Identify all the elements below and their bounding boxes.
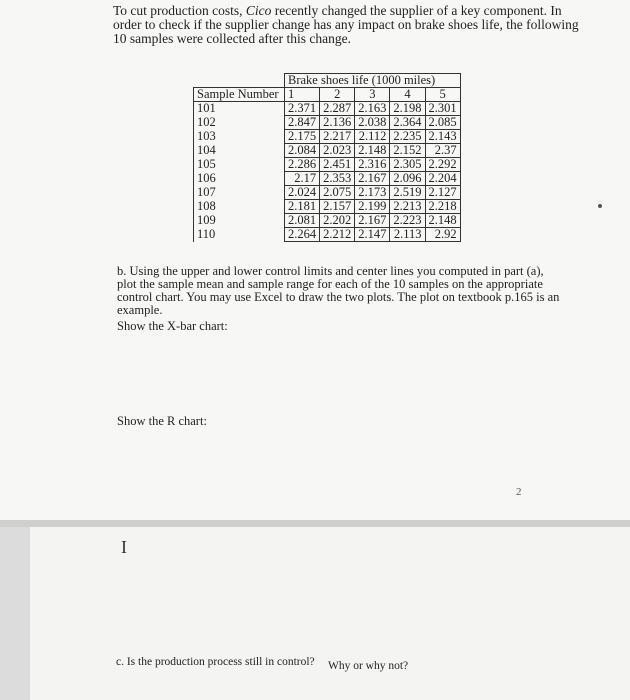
sample-number-header: Sample Number	[194, 88, 285, 102]
value-cell: 2.113	[390, 228, 425, 242]
sample-number-cell: 106	[194, 172, 285, 186]
value-cell: 2.038	[355, 116, 390, 130]
value-cell: 2.217	[320, 130, 355, 144]
value-cell: 2.085	[425, 116, 460, 130]
table-row	[194, 228, 461, 242]
page-number: 2	[516, 486, 522, 498]
value-cell: 2.202	[320, 214, 355, 228]
value-cell: 2.235	[390, 130, 425, 144]
value-cell: 2.37	[425, 144, 460, 158]
table-title: Brake shoes life (1000 miles)	[285, 74, 461, 88]
column-header: 3	[355, 88, 390, 102]
part-c-question: c. Is the production process still in control?	[116, 656, 315, 668]
table-row	[194, 186, 461, 200]
value-cell: 2.17	[285, 172, 320, 186]
value-cell: 2.199	[355, 200, 390, 214]
table-row	[194, 172, 461, 186]
page-gap	[0, 520, 630, 527]
value-cell: 2.287	[320, 102, 355, 116]
value-cell: 2.264	[285, 228, 320, 242]
sample-number-cell: 109	[194, 214, 285, 228]
value-cell: 2.081	[285, 214, 320, 228]
value-cell: 2.084	[285, 144, 320, 158]
value-cell: 2.223	[390, 214, 425, 228]
value-cell: 2.92	[425, 228, 460, 242]
value-cell: 2.316	[355, 158, 390, 172]
value-cell: 2.181	[285, 200, 320, 214]
value-cell: 2.157	[320, 200, 355, 214]
table-row	[194, 200, 461, 214]
table-row	[194, 144, 461, 158]
value-cell: 2.136	[320, 116, 355, 130]
company-name: Cico	[245, 3, 272, 18]
value-cell: 2.204	[425, 172, 460, 186]
value-cell: 2.213	[390, 200, 425, 214]
value-cell: 2.286	[285, 158, 320, 172]
value-cell: 2.371	[285, 102, 320, 116]
column-header: 1	[285, 88, 320, 102]
value-cell: 2.096	[390, 172, 425, 186]
sample-number-cell: 103	[194, 130, 285, 144]
intro-text-end: recently changed the supplier of a key component. In order to check if the supplier change has any impact on brake shoes life, the following 10 samples were collected after this change.	[113, 3, 579, 46]
value-cell: 2.112	[355, 130, 390, 144]
value-cell: 2.167	[355, 172, 390, 186]
intro-text-start: To cut production costs,	[113, 3, 243, 18]
value-cell: 2.353	[320, 172, 355, 186]
value-cell: 2.519	[390, 186, 425, 200]
value-cell: 2.148	[425, 214, 460, 228]
value-cell: 2.143	[425, 130, 460, 144]
value-cell: 2.305	[390, 158, 425, 172]
why-question: Why or why not?	[328, 660, 409, 672]
table-body	[194, 102, 461, 242]
value-cell: 2.167	[355, 214, 390, 228]
value-cell: 2.024	[285, 186, 320, 200]
value-cell: 2.198	[390, 102, 425, 116]
value-cell: 2.173	[355, 186, 390, 200]
value-cell: 2.847	[285, 116, 320, 130]
value-cell: 2.175	[285, 130, 320, 144]
sample-number-cell: 105	[194, 158, 285, 172]
column-header: 2	[320, 88, 355, 102]
stray-mark	[598, 204, 602, 208]
table-title-row	[194, 74, 461, 88]
column-header: 4	[390, 88, 425, 102]
value-cell: 2.127	[425, 186, 460, 200]
text-cursor-icon: I	[121, 537, 127, 557]
sample-number-cell: 102	[194, 116, 285, 130]
xbar-chart-label: Show the X-bar chart:	[117, 319, 228, 333]
value-cell: 2.075	[320, 186, 355, 200]
sample-number-cell: 104	[194, 144, 285, 158]
brake-shoes-table	[193, 73, 461, 242]
table-row	[194, 116, 461, 130]
sample-number-cell: 101	[194, 102, 285, 116]
value-cell: 2.301	[425, 102, 460, 116]
value-cell: 2.451	[320, 158, 355, 172]
table-row	[194, 102, 461, 116]
table-header-row	[194, 88, 461, 102]
sample-number-cell: 107	[194, 186, 285, 200]
value-cell: 2.292	[425, 158, 460, 172]
column-header: 5	[425, 88, 460, 102]
next-page	[30, 527, 630, 700]
value-cell: 2.152	[390, 144, 425, 158]
value-cell: 2.218	[425, 200, 460, 214]
value-cell: 2.023	[320, 144, 355, 158]
table-row	[194, 130, 461, 144]
sample-number-cell: 110	[194, 228, 285, 242]
value-cell: 2.364	[390, 116, 425, 130]
problem-intro	[113, 4, 583, 46]
table-row	[194, 158, 461, 172]
r-chart-label: Show the R chart:	[117, 414, 207, 428]
value-cell: 2.147	[355, 228, 390, 242]
sample-number-cell: 108	[194, 200, 285, 214]
value-cell: 2.148	[355, 144, 390, 158]
value-cell: 2.163	[355, 102, 390, 116]
table-row	[194, 214, 461, 228]
part-b-text: b. Using the upper and lower control limits and center lines you computed in part (a), plot the sample mean and sample range for each of the 10 samples on the appropriate control chart. You may use Excel to draw the two plots. The plot on textbook p.165 is an example.	[117, 264, 560, 317]
value-cell: 2.212	[320, 228, 355, 242]
